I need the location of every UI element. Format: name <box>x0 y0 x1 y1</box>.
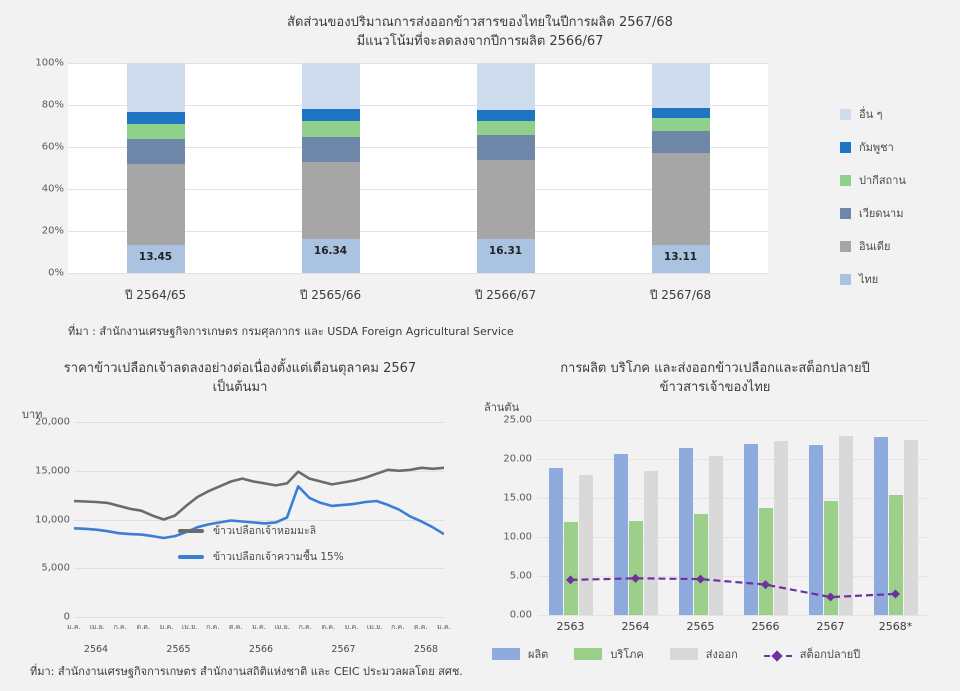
chart1-y-tick: 80% <box>41 99 64 111</box>
chart3-y-tick: 20.00 <box>503 453 532 465</box>
chart2-y-tick: 15,000 <box>35 465 70 477</box>
bar-segment-ปากีสถาน <box>302 121 360 137</box>
chart2-x-tick: ต.ค. <box>136 623 151 631</box>
chart2-x-tick: ม.ค. <box>159 623 174 631</box>
chart3-category-label: 2564 <box>621 620 650 633</box>
bar-segment-ปากีสถาน <box>477 121 535 136</box>
chart2-x-tick: ม.ค. <box>344 623 359 631</box>
bar-value-label: 16.34 <box>313 244 348 257</box>
legend-item[interactable] <box>670 645 738 663</box>
chart3-y-axis <box>478 414 532 621</box>
chart3-y-tick: 25.00 <box>503 414 532 426</box>
chart3-y-tick: 5.00 <box>509 570 532 582</box>
bar-segment-กัมพูชา <box>127 112 185 124</box>
chart3-y-tick: 10.00 <box>503 531 532 543</box>
legend-item[interactable] <box>574 645 643 663</box>
legend-line <box>178 529 204 533</box>
bar-segment-กัมพูชา <box>477 110 535 121</box>
chart2-year-label: 2564 <box>83 644 109 655</box>
legend-item[interactable] <box>840 138 955 156</box>
legend-swatch <box>840 208 851 219</box>
legend-label: สต็อกปลายปี <box>799 648 861 661</box>
chart2-x-tick: เม.ย. <box>366 623 383 631</box>
gridline <box>68 273 768 274</box>
table-row <box>477 63 535 273</box>
legend-label: ปากีสถาน <box>859 174 906 187</box>
legend-swatch <box>764 655 792 659</box>
legend-label: เวียดนาม <box>859 207 904 220</box>
gridline <box>74 617 444 618</box>
legend-item[interactable] <box>492 645 548 663</box>
chart2-x-tick: เม.ย. <box>89 623 105 631</box>
legend-line <box>178 555 204 559</box>
chart2-x-tick: ก.ค. <box>206 623 220 631</box>
bar-segment-เวียดนาม <box>302 137 360 162</box>
bar-segment-เวียดนาม <box>477 135 535 159</box>
chart1-category-label: ปี 2566/67 <box>474 288 537 302</box>
legend-swatch <box>840 109 851 120</box>
chart1-y-tick: 20% <box>41 225 64 237</box>
chart2-x-tick-labels <box>67 622 451 642</box>
chart1-y-tick: 100% <box>35 57 64 69</box>
chart2-x-tick: ก.ค. <box>113 623 127 631</box>
chart2-x-tick: เม.ย. <box>274 623 290 631</box>
chart1-category-label: ปี 2564/65 <box>124 288 187 302</box>
legend-item[interactable] <box>178 522 428 539</box>
chart1-plot-area <box>68 63 768 273</box>
bar-segment-เวียดนาม <box>127 139 185 164</box>
bar-segment-กัมพูชา <box>652 108 710 117</box>
chart2-x-tick: ต.ค. <box>229 623 243 631</box>
bar-segment-เวียดนาม <box>652 131 710 153</box>
chart2-y-tick: 0 <box>63 611 70 623</box>
legend-label: ผลิต <box>528 648 549 661</box>
chart2-title-line2: เป็นต้นมา <box>212 379 268 395</box>
chart3-title <box>480 360 950 398</box>
bar-segment-อื่น ๆ <box>302 63 360 109</box>
chart2-x-tick: ก.ค. <box>298 623 312 631</box>
legend-item[interactable] <box>178 548 428 565</box>
gridline <box>538 615 928 616</box>
chart3-category-label: 2568* <box>878 620 913 633</box>
chart3-y-tick: 0.00 <box>509 609 532 621</box>
bar-segment-อินเดีย <box>477 160 535 239</box>
chart3-category-label: 2565 <box>686 620 715 633</box>
legend-item[interactable] <box>840 105 955 123</box>
chart1-title <box>230 14 730 52</box>
chart3-stock-line <box>538 420 928 615</box>
chart3-category-label: 2567 <box>816 620 845 633</box>
line-chart-panel <box>0 352 480 655</box>
chart2-legend <box>178 522 428 574</box>
chart2-y-tick: 20,000 <box>35 416 70 428</box>
chart2-year-label: 2568 <box>413 644 439 655</box>
chart2-x-tick: ก.ค. <box>391 623 405 631</box>
chart3-plot-area <box>538 420 928 615</box>
bar-value-label: 13.11 <box>663 251 698 264</box>
chart2-x-tick: ม.ค. <box>67 623 81 631</box>
table-row <box>302 63 360 273</box>
bar-value-label: 13.45 <box>138 250 173 263</box>
legend-swatch <box>492 648 520 660</box>
chart2-x-tick: ม.ค. <box>437 623 451 631</box>
legend-label: ไทย <box>859 273 879 286</box>
grouped-bar-chart-panel <box>470 352 960 661</box>
chart1-title-line1: สัดส่วนของปริมาณการส่งออกข้าวสารของไทยในปีการผลิต 2567/68 <box>287 15 673 30</box>
chart2-title <box>20 360 460 398</box>
chart3-category-label: 2563 <box>556 620 585 633</box>
chart1-y-tick: 40% <box>41 183 64 195</box>
legend-swatch <box>840 241 851 252</box>
chart2-x-tick: ต.ค. <box>321 623 336 631</box>
chart2-y-tick: 5,000 <box>41 562 70 574</box>
bar-segment-ปากีสถาน <box>652 118 710 132</box>
legend-swatch <box>574 648 602 660</box>
chart2-year-labels <box>74 644 444 660</box>
bar-segment-อินเดีย <box>652 153 710 245</box>
legend-swatch <box>840 274 851 285</box>
chart1-category-label: ปี 2565/66 <box>299 288 362 302</box>
legend-swatch <box>840 175 851 186</box>
bar-segment-กัมพูชา <box>302 109 360 121</box>
chart2-plot-area <box>74 422 444 617</box>
legend-item[interactable] <box>840 270 955 288</box>
chart2-x-tick: ต.ค. <box>414 623 428 631</box>
chart2-year-label: 2567 <box>331 644 356 655</box>
diamond-marker-icon <box>771 650 782 661</box>
stacked-bar-chart-panel <box>0 0 960 338</box>
chart2-lines <box>74 422 444 617</box>
chart3-y-tick: 15.00 <box>503 492 532 504</box>
bar-segment-อื่น ๆ <box>477 63 535 110</box>
chart2-x-tick: เม.ย. <box>181 623 198 631</box>
bar-segment-อินเดีย <box>302 162 360 239</box>
bar-segment-อินเดีย <box>127 164 185 245</box>
bar-segment-ปากีสถาน <box>127 124 185 139</box>
legend-item[interactable] <box>840 171 955 189</box>
table-row <box>652 63 710 273</box>
legend-label: ข้าวเปลือกเจ้าหอมมะลิ <box>213 525 317 537</box>
chart2-y-axis <box>14 416 70 623</box>
chart3-unit-label: ล้านตัน <box>484 401 520 414</box>
table-row <box>127 63 185 273</box>
legend-item[interactable] <box>840 204 955 222</box>
legend-item[interactable] <box>764 645 860 663</box>
bar-value-label: 16.31 <box>488 244 523 257</box>
chart1-y-axis <box>28 58 64 278</box>
chart2-year-label: 2565 <box>166 644 191 655</box>
chart2-unit-label: บาท <box>22 408 43 421</box>
chart1-legend <box>840 105 955 303</box>
chart3-legend <box>492 645 952 663</box>
chart2-year-label: 2566 <box>248 644 274 655</box>
bottom-source-note: ที่มา: สำนักงานเศรษฐกิจการเกษตร สำนักงานสถิติแห่งชาติ และ CEIC ประมวลผลโดย สศช. <box>30 665 463 678</box>
chart1-y-tick: 60% <box>41 141 64 153</box>
legend-item[interactable] <box>840 237 955 255</box>
legend-label: บริโภค <box>610 648 644 661</box>
legend-label: กัมพูชา <box>859 141 894 154</box>
legend-label: ส่งออก <box>705 648 738 661</box>
bar-segment-อื่น ๆ <box>652 63 710 108</box>
chart2-x-tick: ม.ค. <box>252 623 266 631</box>
chart1-y-tick: 0% <box>48 267 64 279</box>
legend-swatch <box>670 648 698 660</box>
chart3-category-label: 2566 <box>751 620 780 633</box>
chart2-y-tick: 10,000 <box>35 514 70 525</box>
legend-label: ข้าวเปลือกเจ้าความชื้น 15% <box>213 551 344 563</box>
chart1-source-note: ที่มา : สำนักงานเศรษฐกิจการเกษตร กรมศุลกากร และ USDA Foreign Agricultural Service <box>68 325 514 338</box>
chart1-title-line2: มีแนวโน้มที่จะลดลงจากปีการผลิต 2566/67 <box>356 33 604 49</box>
chart3-title-line2: ข้าวสารเจ้าของไทย <box>659 379 771 395</box>
chart3-title-line1: การผลิต บริโภค และส่งออกข้าวเปลือกและสต็อกปลายปี <box>560 361 870 376</box>
chart2-title-line1: ราคาข้าวเปลือกเจ้าลดลงอย่างต่อเนื่องตั้งแต่เดือนตุลาคม 2567 <box>63 361 417 376</box>
bar-segment-อื่น ๆ <box>127 63 185 112</box>
legend-swatch <box>840 142 851 153</box>
chart1-category-label: ปี 2567/68 <box>649 288 712 302</box>
legend-label: อื่น ๆ <box>859 108 883 121</box>
legend-label: อินเดีย <box>859 240 891 253</box>
